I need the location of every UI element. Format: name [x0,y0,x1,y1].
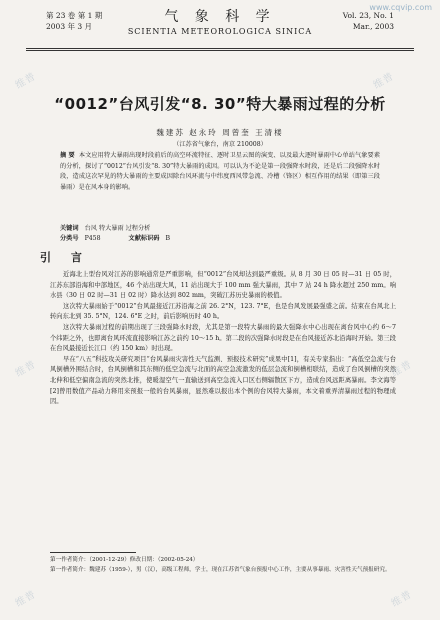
watermark-stamp: 维普 [13,588,39,610]
paragraph: 近海北上型台风对江苏的影响通常是严重影响，但“0012”台风却达到最严重级。从 8 月 30 日 05 时—31 日 05 时，江苏东部沿海和中部地区，46 个站出现大风，11 站出现大于 100 mm 强大暴雨，其中 7 站 24 h 降水超过 250 mm。响水县（30 日 02 时—31 日 02 时）降水达到 802 mm，突破江苏历史暴雨的极值。 [50,271,396,300]
site-watermark[interactable]: www.cqvip.com [369,3,432,12]
issue-info-en [343,10,394,32]
paragraph: 早在“八五”科技攻关研究项目“台风暴雨灾害性天气监测、预报技术研究”成果中[1]，有关专家指出：“高低空急流与台风倒槽外围结合时，台风倒槽和其东侧的低空急流与北面的高空急流激发的低层急流和倒槽相联结，造成了台风倒槽的突然北伸和低空偏南急流的突然北推，使暖湿空气一直输送到高空急流入口区右侧辐散区下方，造成台风远距离暴雨。李文海等[2]曾用数值产品动力释用来预报一般的台风暴雨，显然难以报出本个例的台风特大暴雨，本文着重弄清暴雨过程的物理成因。 [50,355,396,406]
section-heading-intro: 引 言 [40,251,90,264]
journal-name-cn: 气 象 科 学 [164,9,276,25]
abstract-label: 摘 要 [60,152,75,159]
journal-header [26,10,414,44]
footnote-dates: 第一作者简介：（2001-12-29）修改日期：（2002-05-24） [50,557,199,563]
abstract-text: 本文应用特大暴雨出现时段前后的高空环流特征、逐时卫星云图的演变、以及最大逐时暴雨中心单站气象要素的分析，探讨了“0012”台风引发“8. 30”特大暴雨的成因。可以认为不论是第一段强降水时段，还是后二段强降水时段，造成这次罕见的特大暴雨的主要成因除台风环流与中纬度西风带急流、冷槽（锋区）相互作用的结果（即第三段暴雨）是在风本身的影响。 [60,152,381,192]
journal-name-en: SCIENTIA METEOROLOGICA SINICA [127,27,313,36]
body-text [50,270,396,408]
keywords-label: 关键词 [60,225,79,232]
volume-issue-en: Vol. 23, No. 1 [342,11,394,20]
volume-issue-cn: 第 23 卷 第 1 期 [46,11,103,20]
keywords-text: 台风 特大暴雨 过程分析 [84,225,151,232]
author-list: 魏建苏 赵永玲 周曾奎 王清楼 [156,128,284,137]
watermark-stamp: 维普 [371,70,397,92]
watermark-stamp: 维普 [13,70,39,92]
date-cn: 2003 年 3 月 [46,22,93,31]
paragraph: 这次特大暴雨过程的前期出现了三段强降水时段，尤其是第一段特大暴雨的最大强降水中心出现在离台风中心约 6～7 个纬距之外，也即离台风环流直接影响江苏之前约 10～15 h。第二段的次强降水时段是在台风接近苏北沿海时开始。第三段在台风最接近长江口（约 150 km）时出现。 [50,323,396,353]
paper-title: “0012”台风引发“8. 30”特大暴雨过程的分析 [54,95,386,113]
header-rule-thick [26,48,414,49]
affiliation: （江苏省气象台，南京 210008） [173,141,267,148]
footnote [50,556,396,575]
watermark-stamp: 维普 [389,358,415,380]
footnote-rule [50,552,136,553]
classification-value: P458 [84,235,101,242]
abstract [60,151,380,194]
paragraph: 这次特大暴雨始于“0012”台风最接近江苏沿海之前 26. 2°N，123. 7°E，也是台风发展最强盛之前。结束在台风北上转向东北到 35. 5°N，124. 6°E 之时，前后影响历时 40 h。 [50,302,396,321]
watermark-stamp: 维普 [389,588,415,610]
date-en: Mar., 2003 [352,22,394,31]
classification [60,234,380,244]
doc-code-label: 文献标识码 [128,235,160,242]
watermark-stamp: 维普 [13,358,39,380]
keywords [60,224,380,234]
footnote-author: 第一作者简介：魏建苏（1959-），男（汉），高级工程师，学士，现在江苏省气象台预报中心工作，主要从事暴雨、灾害性天气预报研究。 [50,566,391,573]
classification-label: 分类号 [60,235,79,242]
header-rule-thin [26,50,414,51]
doc-code-value: B [165,235,171,242]
